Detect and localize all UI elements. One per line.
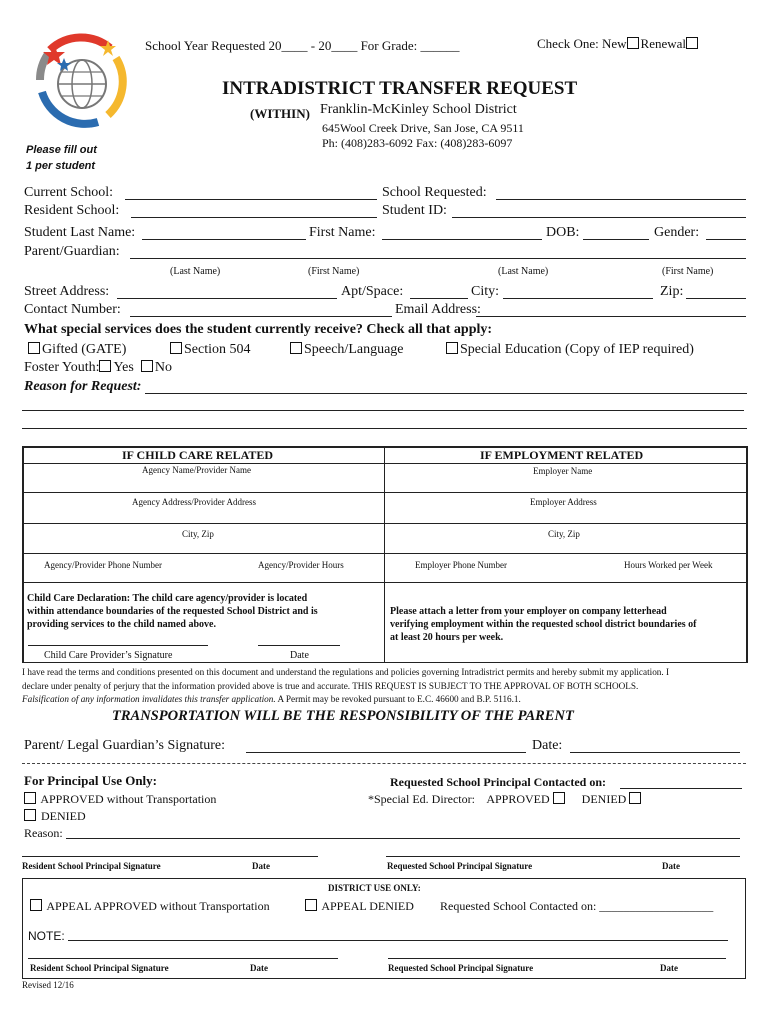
principal-reason-label: Reason: xyxy=(24,826,63,840)
zip-field[interactable] xyxy=(686,298,746,299)
renewal-label: Renewal xyxy=(640,36,687,51)
apt-field[interactable] xyxy=(410,298,468,299)
agency-phone-label[interactable]: Agency/Provider Phone Number xyxy=(44,560,162,570)
approved-label: APPROVED without Transportation xyxy=(40,792,217,806)
gifted-checkbox[interactable] xyxy=(28,342,40,354)
foster-youth xyxy=(24,360,172,376)
student-last-name-field[interactable] xyxy=(142,239,306,240)
requested-principal-sig-field[interactable] xyxy=(386,856,740,857)
terms-line-3 xyxy=(22,694,521,704)
section504-label: Section 504 xyxy=(184,342,251,357)
district-requested-date-label: Date xyxy=(660,963,678,973)
child-care-employment-table xyxy=(22,446,748,663)
employer-phone-label[interactable]: Employer Phone Number xyxy=(415,560,507,570)
street-address-field[interactable] xyxy=(117,298,337,299)
renewal-checkbox[interactable] xyxy=(686,37,698,49)
district-resident-sig-field[interactable] xyxy=(28,958,338,959)
speech-checkbox[interactable] xyxy=(290,342,302,354)
sped-approved-label: APPROVED xyxy=(486,792,550,806)
zip-label: Zip: xyxy=(660,284,684,299)
child-care-header: IF CHILD CARE RELATED xyxy=(122,448,274,462)
new-checkbox[interactable] xyxy=(627,37,639,49)
section504-checkbox[interactable] xyxy=(170,342,182,354)
services-question: What special services does the student currently receive? Check all that apply: xyxy=(24,322,493,337)
student-id-label: Student ID: xyxy=(382,203,447,218)
district-resident-date-label: Date xyxy=(250,963,268,973)
resident-school-field[interactable] xyxy=(131,217,377,218)
district-name: Franklin-McKinley School District xyxy=(320,102,517,117)
student-last-name-label: Student Last Name: xyxy=(24,225,136,240)
speech-label: Speech/Language xyxy=(304,342,404,357)
hours-worked-label[interactable]: Hours Worked per Week xyxy=(624,560,713,570)
provider-date-field[interactable] xyxy=(258,645,340,646)
requested-principal-date-label: Date xyxy=(662,861,680,871)
reason-field-3[interactable] xyxy=(22,428,747,429)
sped-denied-label: DENIED xyxy=(581,792,627,806)
denied-checkbox[interactable] xyxy=(24,809,36,821)
parent-first-name-hint: (First Name) xyxy=(662,266,714,277)
note-label: NOTE: xyxy=(28,929,65,943)
employer-note-2: verifying employment within the requested school district boundaries of xyxy=(390,619,697,630)
employer-note-1: Please attach a letter from your employer on company letterhead xyxy=(390,606,667,617)
sped-label: Special Education (Copy of IEP required) xyxy=(460,342,694,357)
transportation-notice: TRANSPORTATION WILL BE THE RESPONSIBILITY OF THE PARENT xyxy=(112,708,574,724)
district-contacted-label[interactable]: Requested School Contacted on: ___________________ xyxy=(440,899,714,913)
apt-label: Apt/Space: xyxy=(341,284,404,299)
divider xyxy=(22,763,746,764)
foster-yes-checkbox[interactable] xyxy=(99,360,111,372)
first-name-label: First Name: xyxy=(309,225,376,240)
parent-guardian-label: Parent/Guardian: xyxy=(24,244,120,259)
appeal-approved-option[interactable] xyxy=(30,899,270,914)
student-id-field[interactable] xyxy=(452,217,746,218)
provider-date-label: Date xyxy=(290,650,309,661)
resident-principal-sig-label: Resident School Principal Signature xyxy=(22,861,161,871)
principal-heading: For Principal Use Only: xyxy=(24,773,158,788)
appeal-approved-checkbox[interactable] xyxy=(30,899,42,911)
agency-name-label[interactable]: Agency Name/Provider Name xyxy=(142,465,251,475)
appeal-denied-option[interactable] xyxy=(305,899,414,914)
sped-director xyxy=(368,792,643,807)
fill-out-note-1: Please fill out xyxy=(26,144,97,156)
sped-approved-checkbox[interactable] xyxy=(553,792,565,804)
within-label: (WITHIN) xyxy=(250,106,310,121)
contact-number-field[interactable] xyxy=(130,316,392,317)
district-requested-sig-label: Requested School Principal Signature xyxy=(388,963,534,973)
provider-signature-label: Child Care Provider’s Signature xyxy=(44,650,173,661)
sped-option[interactable] xyxy=(446,342,694,358)
email-field[interactable] xyxy=(476,316,746,317)
revised-date: Revised 12/16 xyxy=(22,980,74,990)
district-logo xyxy=(30,30,130,130)
guardian-signature-label: Parent/ Legal Guardian’s Signature: xyxy=(24,738,225,753)
terms-line-1: I have read the terms and conditions presented on this document and understand the regulations and policies governing Intradistrict permits and hereby submit my application. I xyxy=(22,667,670,677)
district-phone: Ph: (408)283-6092 Fax: (408)283-6097 xyxy=(322,136,513,150)
denied-label: DENIED xyxy=(41,809,86,823)
sped-checkbox[interactable] xyxy=(446,342,458,354)
school-year-line[interactable]: School Year Requested 20____ - 20____ For Grade: ______ xyxy=(145,38,460,53)
school-requested-field[interactable] xyxy=(496,199,746,200)
employment-header: IF EMPLOYMENT RELATED xyxy=(480,448,644,462)
city-label: City: xyxy=(471,284,500,299)
guardian-date-field[interactable] xyxy=(570,752,740,753)
note-field[interactable] xyxy=(68,940,728,941)
requested-principal-sig-label: Requested School Principal Signature xyxy=(387,861,533,871)
district-resident-sig-label: Resident School Principal Signature xyxy=(30,963,169,973)
foster-yes-label: Yes xyxy=(113,360,134,375)
principal-reason-field[interactable] xyxy=(66,838,740,839)
current-school-label: Current School: xyxy=(24,185,114,200)
appeal-denied-checkbox[interactable] xyxy=(305,899,317,911)
resident-principal-sig-field[interactable] xyxy=(22,856,318,857)
resident-principal-date-label: Date xyxy=(252,861,270,871)
terms-revocation: A Permit may be revoked pursuant to E.C. 46600 and B.P. 5116.1. xyxy=(275,694,521,704)
denied-option[interactable] xyxy=(24,809,86,824)
district-address: 645Wool Creek Drive, San Jose, CA 9511 xyxy=(322,121,524,135)
gender-label: Gender: xyxy=(654,225,700,240)
check-one-label: Check One: New xyxy=(537,36,627,51)
terms-line-2: declare under penalty of perjury that the information provided above is true and accurate. THIS REQUEST IS SUBJECT TO THE APPROVAL OF BOTH SCHOOLS. xyxy=(22,681,639,691)
declaration-line-3: providing services to the child named above. xyxy=(27,619,216,630)
employer-name-label[interactable]: Employer Name xyxy=(533,466,593,476)
section504-option[interactable] xyxy=(170,342,251,358)
city-zip-right-label[interactable]: City, Zip xyxy=(548,529,580,539)
district-requested-sig-field[interactable] xyxy=(388,958,726,959)
parent-last-name-hint: (Last Name) xyxy=(498,266,549,277)
employer-address-label[interactable]: Employer Address xyxy=(530,497,597,507)
gifted-option[interactable] xyxy=(28,342,126,358)
resident-school-label: Resident School: xyxy=(24,203,120,218)
guardian-date-label: Date: xyxy=(532,738,563,753)
current-school-field[interactable] xyxy=(125,199,377,200)
reason-label: Reason for Request: xyxy=(24,379,142,394)
principal-contacted-field[interactable] xyxy=(620,788,742,789)
guardian-signature-field[interactable] xyxy=(246,752,526,753)
principal-contacted-label: Requested School Principal Contacted on: xyxy=(390,775,606,789)
declaration-line-2: within attendance boundaries of the requested School District and is xyxy=(27,606,318,617)
school-requested-label: School Requested: xyxy=(382,185,487,200)
city-zip-left-label[interactable]: City, Zip xyxy=(182,529,214,539)
foster-youth-label: Foster Youth: xyxy=(24,360,100,375)
reason-field-1[interactable] xyxy=(145,393,747,394)
sped-director-label: *Special Ed. Director: xyxy=(368,792,475,806)
first-name-field[interactable] xyxy=(382,239,542,240)
declaration-line-1: Child Care Declaration: The child care agency/provider is located xyxy=(27,593,308,604)
dob-field[interactable] xyxy=(583,239,649,240)
form-title: INTRADISTRICT TRANSFER REQUEST xyxy=(222,78,578,99)
agency-hours-label[interactable]: Agency/Provider Hours xyxy=(258,560,344,570)
parent-guardian-field[interactable] xyxy=(130,258,746,259)
foster-no-label: No xyxy=(154,360,172,375)
appeal-denied-label: APPEAL DENIED xyxy=(321,899,414,913)
gifted-label: Gifted (GATE) xyxy=(42,342,127,357)
employer-note-3: at least 20 hours per week. xyxy=(390,632,504,643)
terms-falsification: Falsification of any information invalidates this transfer application. xyxy=(22,694,276,704)
agency-address-label[interactable]: Agency Address/Provider Address xyxy=(132,497,256,507)
fill-out-note-2: 1 per student xyxy=(26,160,96,172)
sped-denied-checkbox[interactable] xyxy=(629,792,641,804)
city-field[interactable] xyxy=(503,298,653,299)
provider-signature-field[interactable] xyxy=(28,645,208,646)
gender-field[interactable] xyxy=(706,239,746,240)
district-use-heading: DISTRICT USE ONLY: xyxy=(328,883,421,893)
last-name-hint: (Last Name) xyxy=(170,266,221,277)
approved-checkbox[interactable] xyxy=(24,792,36,804)
check-one xyxy=(537,36,700,52)
speech-option[interactable] xyxy=(290,342,404,358)
email-label: Email Address: xyxy=(395,302,481,317)
contact-number-label: Contact Number: xyxy=(24,302,121,317)
approved-option[interactable] xyxy=(24,792,216,807)
reason-field-2[interactable] xyxy=(22,410,744,411)
foster-no-checkbox[interactable] xyxy=(141,360,153,372)
street-address-label: Street Address: xyxy=(24,284,110,299)
appeal-approved-label: APPEAL APPROVED without Transportation xyxy=(46,899,270,913)
first-name-hint: (First Name) xyxy=(308,266,360,277)
dob-label: DOB: xyxy=(546,225,580,240)
